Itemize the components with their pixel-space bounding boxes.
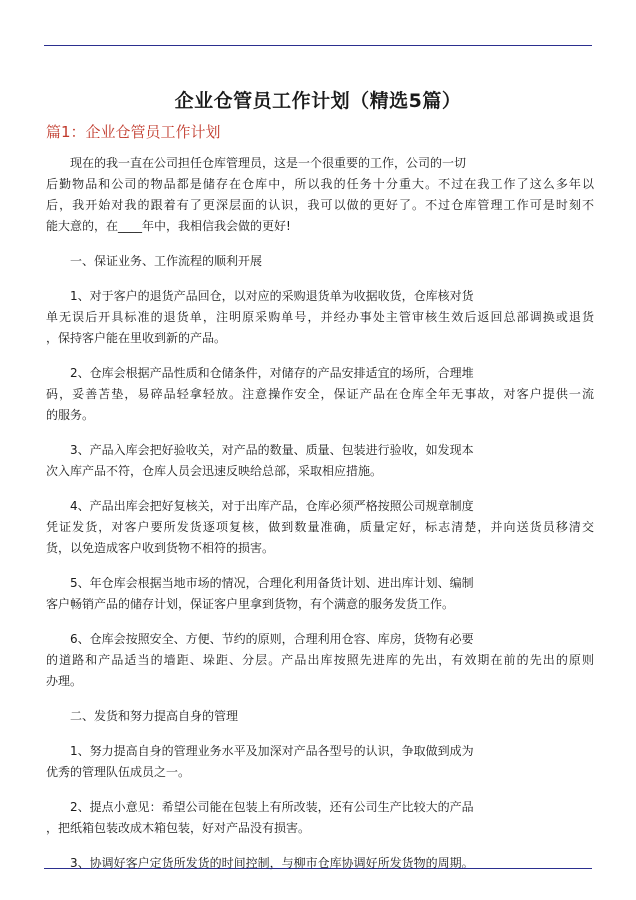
paragraph-line: 3、产品入库会把好验收关，对产品的数量、质量、包装进行验收，如发现本 [70,443,474,457]
paragraph-line: ，把纸箱包装改成木箱包装，好对产品没有损害。 [46,821,311,835]
paragraph-line: 4、产品出库会把好复核关，对于出库产品，仓库必须严格按照公司规章制度 [70,499,474,513]
top-rule [44,45,592,46]
paragraph-line: 优秀的管理队伍成员之一。 [46,765,191,779]
paragraph-item-4 [46,496,594,559]
paragraph-line: 次入库产品不符，仓库人员会迅速反映给总部，采取相应措施。 [46,464,383,478]
paragraph-line: 后勤物品和公司的物品都是储存在仓库中，所以我的任务十分重大。不过在我工作了这么多年以 [46,177,594,191]
paragraph-line: 后，我开始对我的跟着有了更深层面的认识，我可以做的更好了。不过仓库管理工作可是时刻不 [46,198,594,212]
paragraph-intro [46,153,594,237]
paragraph-line: 码，妥善苫垫，易碎品轻拿轻放。注意操作安全，保证产品在仓库全年无事故，对客户提供一流 [46,387,594,401]
paragraph-line: 的道路和产品适当的墙距、垛距、分层。产品出库按照先进库的先出，有效期在前的先出的原则 [46,653,594,667]
paragraph-line: 1、努力提高自身的管理业务水平及加深对产品各型号的认识，争取做到成为 [70,744,474,758]
paragraph-line: 二、发货和努力提高自身的管理 [70,709,239,723]
paragraph-line: 一、保证业务、工作流程的顺利开展 [70,254,263,268]
paragraph-line: 2、提点小意见：希望公司能在包装上有所改装，还有公司生产比较大的产品 [70,800,474,814]
paragraph-line: 办理。 [46,674,83,688]
section-heading: 篇1：企业仓管员工作计划 [46,123,221,141]
paragraph-item-5 [46,573,594,615]
paragraph-line: 能大意的，在____年中，我相信我会做的更好! [46,219,291,233]
paragraph-line: 1、对于客户的退货产品回仓，以对应的采购退货单为收据收货，仓库核对货 [70,289,474,303]
paragraph-line: 现在的我一直在公司担任仓库管理员，这是一个很重要的工作，公司的一切 [70,156,467,170]
paragraph-line: 5、年仓库会根据当地市场的情况，合理化利用备货计划、进出库计划、编制 [70,576,474,590]
paragraph-line: 单无误后开具标准的退货单，注明原采购单号，并经办事处主管审核生效后返回总部调换或退货 [46,310,594,324]
document-title: 企业仓管员工作计划（精选5篇） [174,90,462,112]
document-body [46,153,594,888]
paragraph-item-2-2 [46,797,594,839]
paragraph-line: ，保持客户能在里收到新的产品。 [46,331,227,345]
paragraph-line: 2、仓库会根据产品性质和仓储条件，对储存的产品安排适宜的场所，合理堆 [70,366,474,380]
paragraph-item-3 [46,440,594,482]
paragraph-line: 3、协调好客户定货所发货的时间控制，与柳市仓库协调好所发货物的周期。 [70,856,474,870]
paragraph-item-2 [46,363,594,426]
paragraph-line: 凭证发货，对客户要所发货逐项复核，做到数量准确，质量定好，标志清楚，并向送货员移清交 [46,520,594,534]
paragraph-item-6 [46,629,594,692]
paragraph-line: 客户畅销产品的储存计划，保证客户里拿到货物，有个满意的服务发货工作。 [46,597,455,611]
subheading-2 [46,706,594,727]
paragraph-item-2-1 [46,741,594,783]
paragraph-line: 6、仓库会按照安全、方便、节约的原则，合理利用仓容、库房，货物有必要 [70,632,474,646]
paragraph-line: 货，以免造成客户收到货物不相符的损害。 [46,541,275,555]
paragraph-item-1 [46,286,594,349]
bottom-rule [44,868,592,869]
paragraph-item-2-3 [46,853,594,874]
subheading-1 [46,251,594,272]
paragraph-line: 的服务。 [46,408,95,422]
